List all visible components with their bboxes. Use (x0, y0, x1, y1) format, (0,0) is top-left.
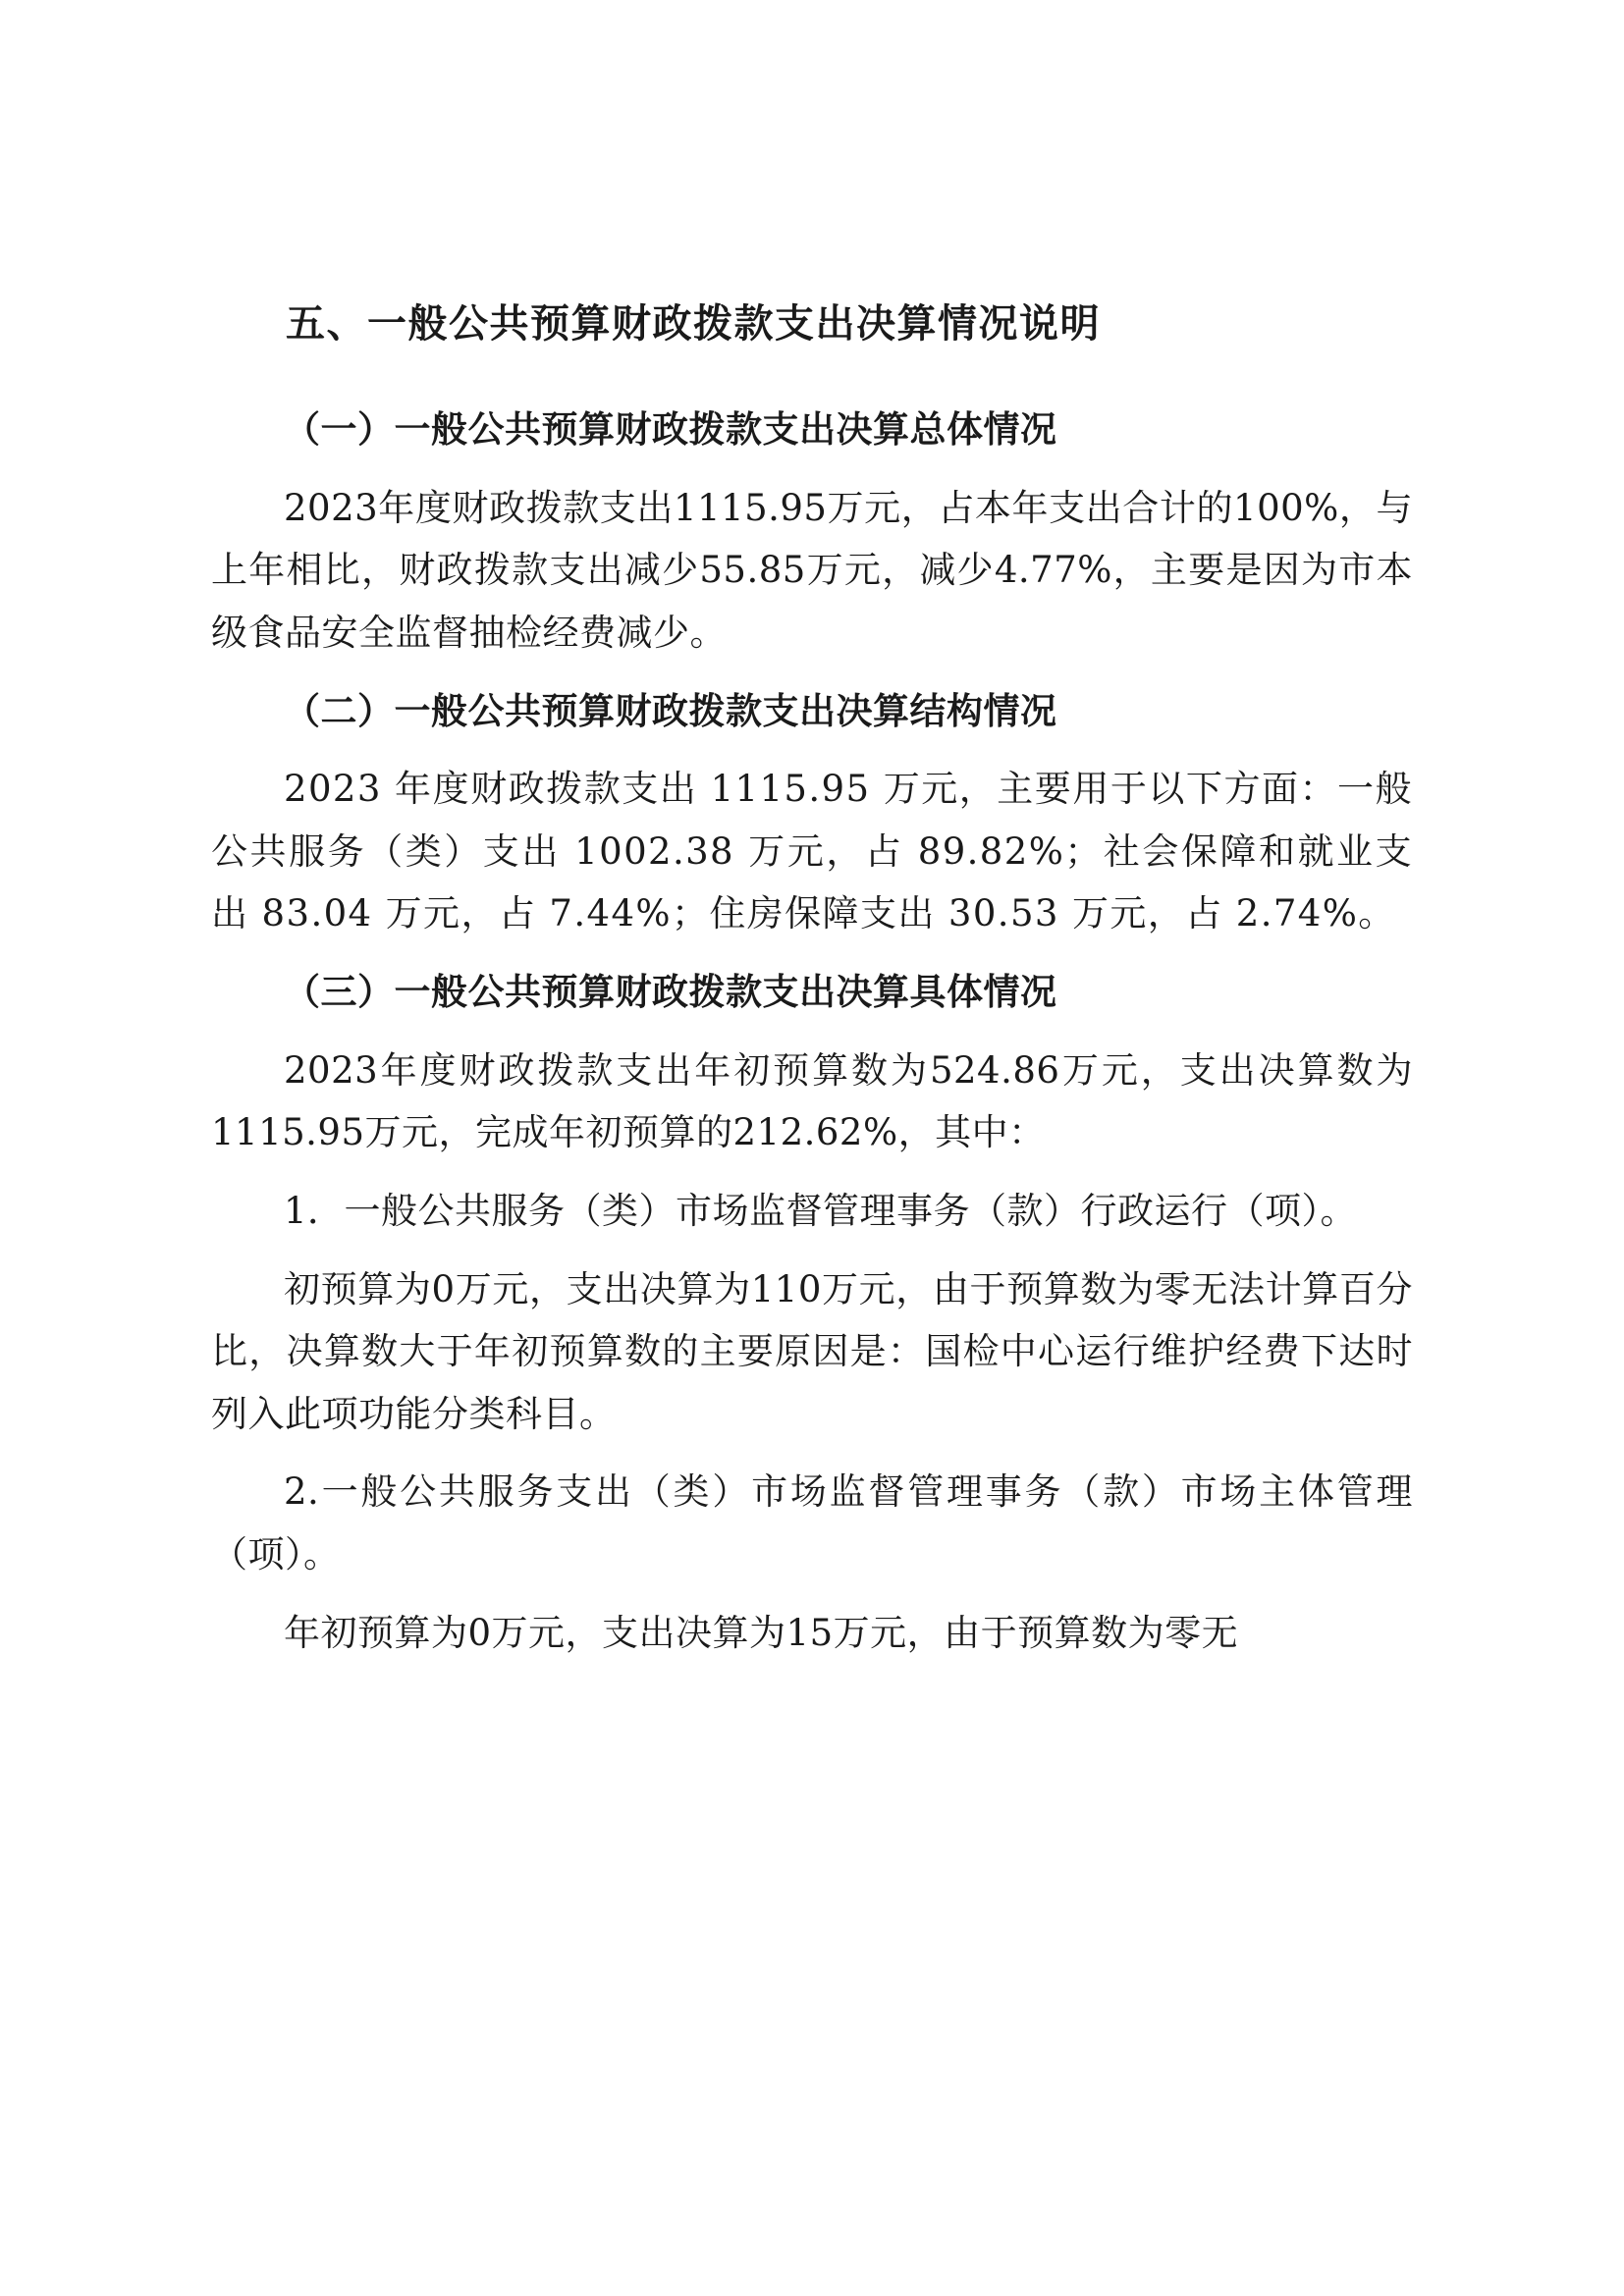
subsection-heading-2: （二）一般公共预算财政拨款支出决算结构情况 (284, 688, 1057, 732)
paragraph-specific-situation: 2023年度财政拨款支出年初预算数为524.86万元，支出决算数为1115.95万元，完成年初预算的212.62%，其中： (211, 1048, 1413, 1154)
document-body (211, 294, 1413, 1664)
paragraph-item-2-detail: 年初预算为0万元，支出决算为15万元，由于预算数为零无 (284, 1611, 1239, 1654)
paragraph-item-1-detail: 初预算为0万元，支出决算为110万元，由于预算数为零无法计算百分比，决算数大于年初预算数的主要原因是：国检中心运行维护经费下达时列入此项功能分类科目。 (211, 1267, 1413, 1435)
subsection-heading-1: （一）一般公共预算财政拨款支出决算总体情况 (284, 407, 1057, 451)
paragraph-item-2-title: 2.一般公共服务支出（类）市场监督管理事务（款）市场主体管理（项）。 (211, 1470, 1413, 1575)
paragraph-total-situation: 2023年度财政拨款支出1115.95万元，占本年支出合计的100%，与上年相比，财政拨款支出减少55.85万元，减少4.77%，主要是因为市本级食品安全监督抽检经费减少。 (211, 486, 1413, 654)
paragraph-structure-situation: 2023 年度财政拨款支出 1115.95 万元，主要用于以下方面：一般公共服务（类）支出 1002.38 万元，占 89.82%；社会保障和就业支出 83.04 万元，占 7.44%；住房保障支出 30.53 万元，占 2.74%。 (211, 768, 1413, 935)
paragraph-item-1-title: 1．一般公共服务（类）市场监督管理事务（款）行政运行（项）。 (284, 1189, 1358, 1232)
page-title: 五、一般公共预算财政拨款支出决算情况说明 (286, 300, 1101, 347)
subsection-heading-3: （三）一般公共预算财政拨款支出决算具体情况 (284, 970, 1057, 1013)
